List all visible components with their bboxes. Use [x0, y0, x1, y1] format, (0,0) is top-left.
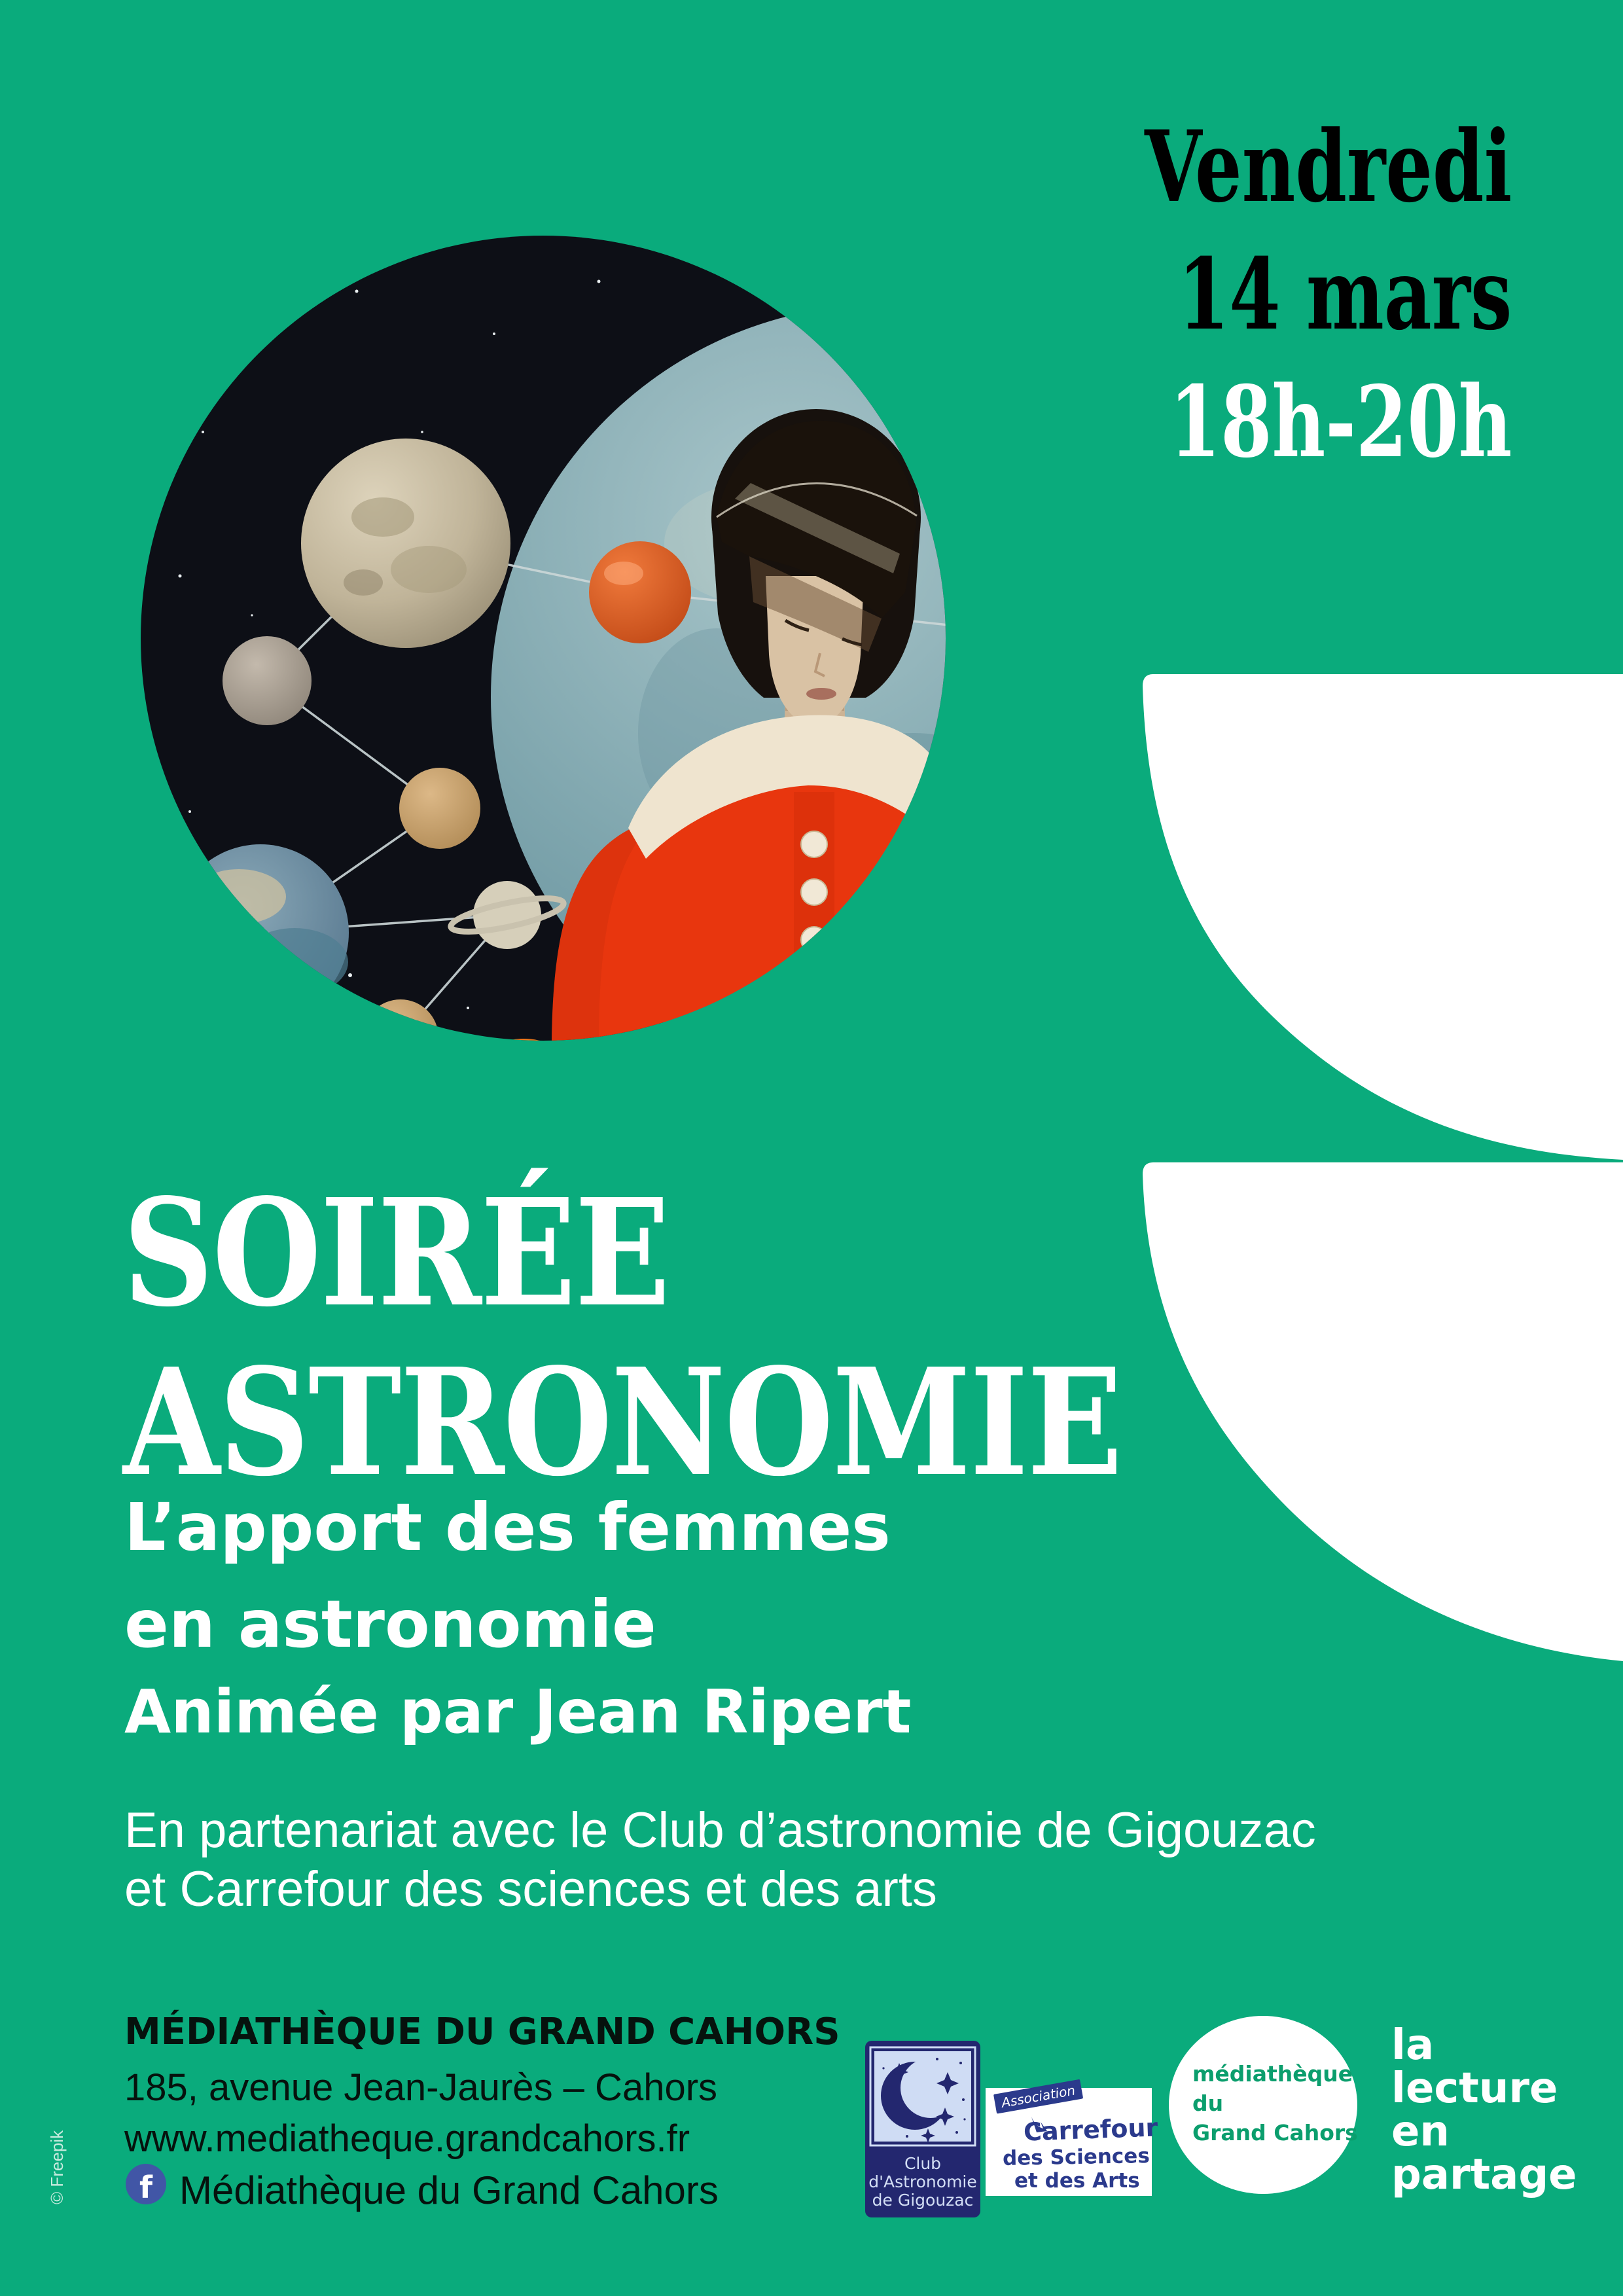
gigouzac-club-logo [865, 2041, 980, 2217]
carrefour-association-tag: Association [993, 2079, 1083, 2114]
deco-swoosh-top [1143, 674, 1623, 1160]
subtitle-line-1: L’apport des femmes [124, 1489, 891, 1566]
event-day: Vendredi [1144, 109, 1512, 224]
moon-planet [301, 439, 510, 648]
event-time: 18h-20h [1169, 365, 1512, 480]
gigouzac-line-2: d'Astronomie [868, 2172, 977, 2191]
tagline-line-3: en [1391, 2108, 1450, 2156]
grey-planet [223, 636, 312, 725]
tan-planet [399, 768, 480, 849]
tagline-line-4: partage [1391, 2151, 1577, 2199]
badge-line-1: médiathèque [1192, 2061, 1353, 2087]
facebook-page-label: Médiathèque du Grand Cahors [179, 2168, 719, 2212]
orange-planet [589, 541, 691, 643]
lecture-en-partage-tagline [1391, 2021, 1577, 2199]
button-placket [794, 792, 834, 1041]
carrefour-sciences-arts-logo [986, 2082, 1158, 2196]
partnership-text [124, 1801, 1316, 1919]
carrefour-line-2: des Sciences [1002, 2144, 1150, 2170]
event-date: 14 mars [1177, 237, 1512, 352]
subtitle [124, 1479, 891, 1673]
hero-collage-illustration [141, 236, 946, 1041]
tagline-line-2: lecture [1391, 2064, 1558, 2113]
title-line-1: SOIRÉE [123, 1167, 669, 1340]
title-line-2: ASTRONOMIE [123, 1336, 1122, 1509]
venue-website: www.mediatheque.grandcahors.fr [124, 2117, 690, 2160]
earth-planet [172, 844, 349, 1021]
venue-address: 185, avenue Jean-Jaurès – Cahors [124, 2066, 718, 2109]
gigouzac-line-3: de Gigouzac [872, 2191, 974, 2210]
lips [806, 688, 836, 700]
carrefour-line-3: et des Arts [1014, 2169, 1140, 2193]
date-block [1022, 103, 1512, 486]
page-title [123, 1169, 1298, 1508]
tagline-line-1: la [1391, 2021, 1435, 2070]
partnership-line-2: et Carrefour des sciences et des arts [124, 1861, 937, 1917]
partnership-line-1: En partenariat avec le Club d’astronomie de Gigouzac [124, 1803, 1316, 1858]
mediatheque-badge [1169, 2016, 1357, 2194]
badge-line-2: du [1192, 2090, 1224, 2116]
image-credit: © Freepik [47, 2130, 67, 2204]
host-line: Animée par Jean Ripert [124, 1677, 912, 1747]
gigouzac-line-1: Club [904, 2154, 942, 2173]
badge-line-3: Grand Cahors [1192, 2120, 1358, 2145]
carrefour-line-1: Carrefour [1023, 2113, 1158, 2147]
facebook-icon-letter: f [139, 2170, 152, 2204]
mediatheque-badge-text [1192, 2059, 1358, 2147]
subtitle-line-2: en astronomie [124, 1586, 656, 1662]
venue-name: MÉDIATHÈQUE DU GRAND CAHORS [124, 2011, 840, 2053]
facebook-icon [126, 2164, 166, 2204]
